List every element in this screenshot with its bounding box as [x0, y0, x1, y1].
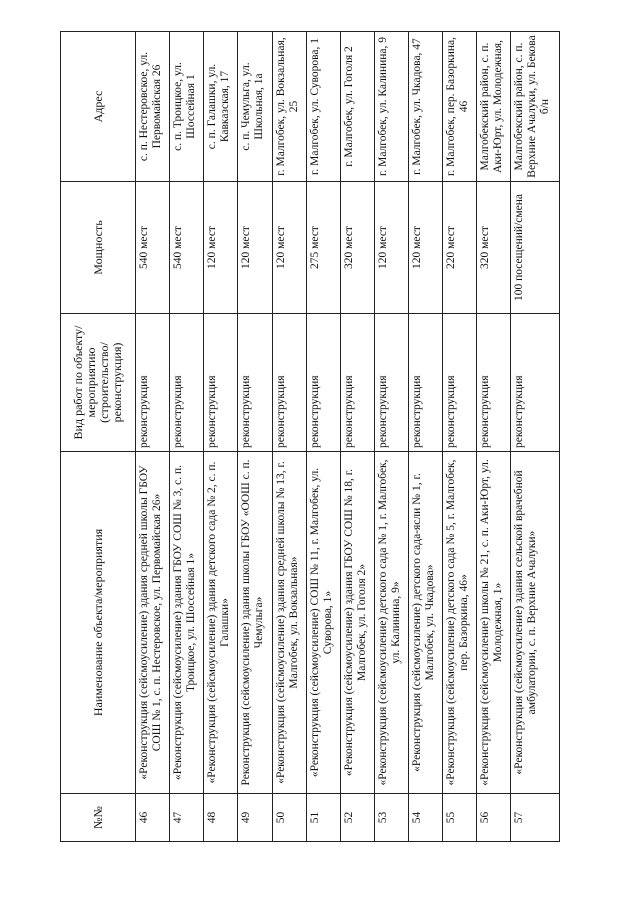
cell-address: с. п. Галашки, ул. Кавказская, 17 — [204, 32, 238, 182]
header-type: Вид работ по объекту/ мероприятию (строительство/ реконструкция) — [61, 314, 136, 452]
cell-num: 55 — [443, 794, 477, 842]
cell-address: с. п. Нестеровское, ул. Первомайская 26 — [136, 32, 170, 182]
cell-address: г. Малгобек, ул. Вокзальная, 25 — [272, 32, 306, 182]
cell-type: реконструкция — [272, 314, 306, 452]
objects-table — [60, 31, 560, 842]
cell-name: «Реконструкция (сейсмоусиление) здания средней школы № 13, г. Малгобек, ул. Вокзальная» — [272, 452, 306, 794]
table-row — [374, 32, 408, 842]
cell-num: 50 — [272, 794, 306, 842]
cell-type: реконструкция — [170, 314, 204, 452]
cell-address: г. Малгобек, пер. Базоркина, 46 — [443, 32, 477, 182]
cell-num: 48 — [204, 794, 238, 842]
table-row — [204, 32, 238, 842]
table-row — [340, 32, 374, 842]
header-capacity: Мощность — [61, 182, 136, 314]
table-header-row — [61, 32, 136, 842]
cell-name: «Реконструкция (сейсмоусиление) СОШ № 11, г. Малгобек, ул. Суворова, 1» — [306, 452, 340, 794]
cell-num: 46 — [136, 794, 170, 842]
cell-type: реконструкция — [409, 314, 443, 452]
cell-num: 49 — [238, 794, 272, 842]
table-body — [136, 32, 560, 842]
cell-num: 56 — [477, 794, 511, 842]
table-row — [272, 32, 306, 842]
cell-address: г. Малгобек, ул. Чкадова, 47 — [409, 32, 443, 182]
cell-type: реконструкция — [136, 314, 170, 452]
table-row — [443, 32, 477, 842]
cell-capacity: 320 мест — [340, 182, 374, 314]
cell-address: с. п. Троицкое, ул. Шоссейная 1 — [170, 32, 204, 182]
cell-address: г. Малгобек, ул. Гоголя 2 — [340, 32, 374, 182]
cell-name: «Реконструкция (сейсмоусиление) детского сада № 5, г. Малгобек, пер. Базоркина, 46» — [443, 452, 477, 794]
cell-name: «Реконструкция (сейсмоусиление) здания ГБОУ СОШ № 18, г. Малгобек, ул. Гоголя 2» — [340, 452, 374, 794]
cell-name: Реконструкция (сейсмоусиление) здания школы ГБОУ «ООШ с. п. Чемульга» — [238, 452, 272, 794]
cell-num: 47 — [170, 794, 204, 842]
header-name: Наименование объекта/мероприятия — [61, 452, 136, 794]
cell-capacity: 320 мест — [477, 182, 511, 314]
cell-name: «Реконструкция (сейсмоусиление) детского сада-ясли № 1, г. Малгобек, ул. Чкадова» — [409, 452, 443, 794]
cell-type: реконструкция — [306, 314, 340, 452]
cell-name: «Реконструкция (сейсмоусиление) школы № 21, с. п. Аки-Юрт, ул. Молодежная, 1» — [477, 452, 511, 794]
table-row — [477, 32, 511, 842]
cell-type: реконструкция — [238, 314, 272, 452]
cell-name: «Реконструкция (сейсмоусиление) здания сельской врачебной амбулатории, с. п. Верхние Ачалуки» — [511, 452, 560, 794]
cell-capacity: 120 мест — [409, 182, 443, 314]
cell-type: реконструкция — [374, 314, 408, 452]
table-row — [238, 32, 272, 842]
cell-capacity: 540 мест — [170, 182, 204, 314]
cell-capacity: 220 мест — [443, 182, 477, 314]
cell-capacity: 120 мест — [272, 182, 306, 314]
cell-num: 52 — [340, 794, 374, 842]
cell-type: реконструкция — [477, 314, 511, 452]
table-row — [306, 32, 340, 842]
cell-capacity: 540 мест — [136, 182, 170, 314]
cell-capacity: 120 мест — [238, 182, 272, 314]
table-row — [170, 32, 204, 842]
rotated-table-wrapper — [60, 32, 560, 842]
header-address: Адрес — [61, 32, 136, 182]
cell-capacity: 120 мест — [374, 182, 408, 314]
cell-capacity: 275 мест — [306, 182, 340, 314]
cell-address: с. п. Чемульга, ул. Школьная, 1а — [238, 32, 272, 182]
cell-num: 51 — [306, 794, 340, 842]
cell-num: 54 — [409, 794, 443, 842]
cell-address: Малгобекский район, с. п. Верхние Ачалуки, ул. Бекова б/н — [511, 32, 560, 182]
cell-type: реконструкция — [443, 314, 477, 452]
cell-address: г. Малгобек, ул. Калинина, 9 — [374, 32, 408, 182]
cell-type: реконструкция — [340, 314, 374, 452]
cell-capacity: 100 посещений/смена — [511, 182, 560, 314]
cell-name: «Реконструкция (сейсмоусиление) здания ГБОУ СОШ № 3, с. п. Троицкое, ул. Шоссейная 1» — [170, 452, 204, 794]
cell-name: «Реконструкция (сейсмоусиление) здания детского сада № 2, с. п. Галашки» — [204, 452, 238, 794]
cell-capacity: 120 мест — [204, 182, 238, 314]
header-num: №№ — [61, 794, 136, 842]
table-row — [511, 32, 560, 842]
cell-address: Малгобекский район, с. п. Аки-Юрт, ул. Молодежная, — [477, 32, 511, 182]
cell-num: 53 — [374, 794, 408, 842]
cell-address: г. Малгобек, ул. Суворова, 1 — [306, 32, 340, 182]
cell-name: «Реконструкция (сейсмоусиление) детского сада № 1, г. Малгобек, ул. Калинина, 9» — [374, 452, 408, 794]
cell-type: реконструкция — [511, 314, 560, 452]
table-row — [136, 32, 170, 842]
table-row — [409, 32, 443, 842]
cell-num: 57 — [511, 794, 560, 842]
cell-type: реконструкция — [204, 314, 238, 452]
cell-name: «Реконструкция (сейсмоусиление) здания средней школы ГБОУ СОШ № 1, с. п. Нестеровское, ул. Первомайская 26» — [136, 452, 170, 794]
